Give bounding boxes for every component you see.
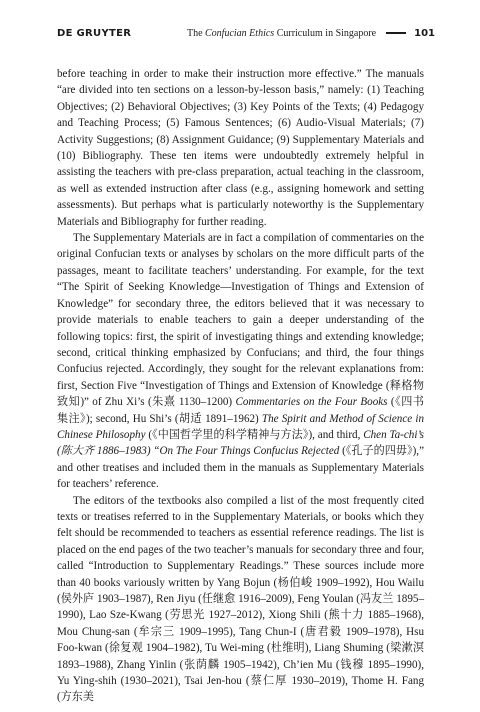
paragraph [57, 230, 424, 493]
text-run: The editors of the textbooks also compiled a list of the most frequently cited texts or treatises referred to in the Supplementary Materials, or books which they felt should be recommended to teachers as essential reference readings. The list is placed on the end pages of the two teacher’s manuals for secondary three and four, called “Introduction to Supplementary Readings.” These sources include more than 40 books variously written by Yang Bojun (杨伯峻 1909–1992), Hou Wailu (侯外庐 1903–1987), Ren Jiyu (任继愈 1916–2009), Feng Youlan (冯友兰 1895–1990), Lao Sze-Kwang (劳思光 1927–2012), Xiong Shili (熊十力 1885–1968), Mou Chung-san (牟宗三 1909–1995), Tang Chun-I (唐君毅 1909–1978), Hsu Foo-kwan (徐复观 1904–1982), Tu Wei-ming (杜维明), Liang Shuming (梁漱溟 1893–1988), Zhang Yinlin (张荫麟 1905–1942), Ch’ien Mu (钱穆 1895–1990), Yu Ying-shih (1930–2021), Tsai Jen-hou (蔡仁厚 1930–2019), Thome H. Fang (方东美 [57, 494, 424, 704]
header-rule [386, 32, 406, 34]
running-title-prefix: The [186, 27, 206, 39]
italic-title: Chen Ta-chi’s (陈大齐 1886–1983) “On The Four Things Confucius Rejected [57, 428, 424, 458]
paragraph [57, 493, 424, 706]
running-title-italic: Confucian Ethics [205, 27, 275, 39]
text-run: (《中国哲学里的科学精神与方法》), and third, [145, 428, 364, 441]
text-run: The Supplementary Materials are in fact a compilation of commentaries on the original Confucian texts or analyses by scholars on the more difficult parts of the passages, meant to facilitate teachers’ understanding. For example, for the text “The Spirit of Seeking Knowledge—Investigation of Things and Extension of Knowledge” for secondary three, the editors believed that it was necessary to provide materials to enable teachers to gain a deeper understanding of the following topics: first, the spirit of investigating things and extending knowledge; second, critical thinking emphasized by Confucians; and third, the four things Confucius rejected. Accordingly, they sought for the relevant explanations from: first, Section Five “Investigation of Things and Extension of Knowledge (释格物致知)” of Zhu Xi’s (朱熹 1130–1200) [57, 232, 424, 409]
page-number: 101 [414, 27, 435, 39]
publisher-name: DE GRUYTER [57, 27, 132, 39]
body-text [57, 66, 424, 706]
italic-title: Commentaries on the Four Books [235, 396, 388, 409]
running-title [187, 28, 376, 39]
text-run: before teaching in order to make their instruction more effective.” The manuals “are divided into ten sections on a lesson-by-lesson basis,” namely: (1) Teaching Objectives; (2) Behavioral Objectives; (3) Key Points of the Texts; (4) Pedagogy and Teaching Process; (5) Famous Sentences; (6) Audio-Visual Materials; (7) Activity Suggestions; (8) Assignment Guidance; (9) Supplementary Materials and (10) Bibliography. These ten items were undoubtedly extremely helpful in assisting the teachers with pre-class preparation, actual teaching in the classroom, as well as extended instruction after class (e.g., assigning homework and setting assessments). But perhaps what is particularly noteworthy is the Supplementary Materials and Bibliography for further reading. [57, 68, 424, 228]
page-header [57, 24, 435, 42]
text-run: (《四书集注》); second, Hu Shi’s (胡适 1891–1962) [57, 396, 424, 425]
paragraph [57, 66, 424, 230]
italic-title: The Spirit and Method of Science in Chinese Philosophy [57, 412, 424, 441]
text-run: (《孔子的四毋》),” and other treatises and included them in the manuals as Supplementary Materials for teachers’ reference. [57, 445, 424, 491]
running-title-suffix: Curriculum in Singapore [274, 27, 377, 39]
